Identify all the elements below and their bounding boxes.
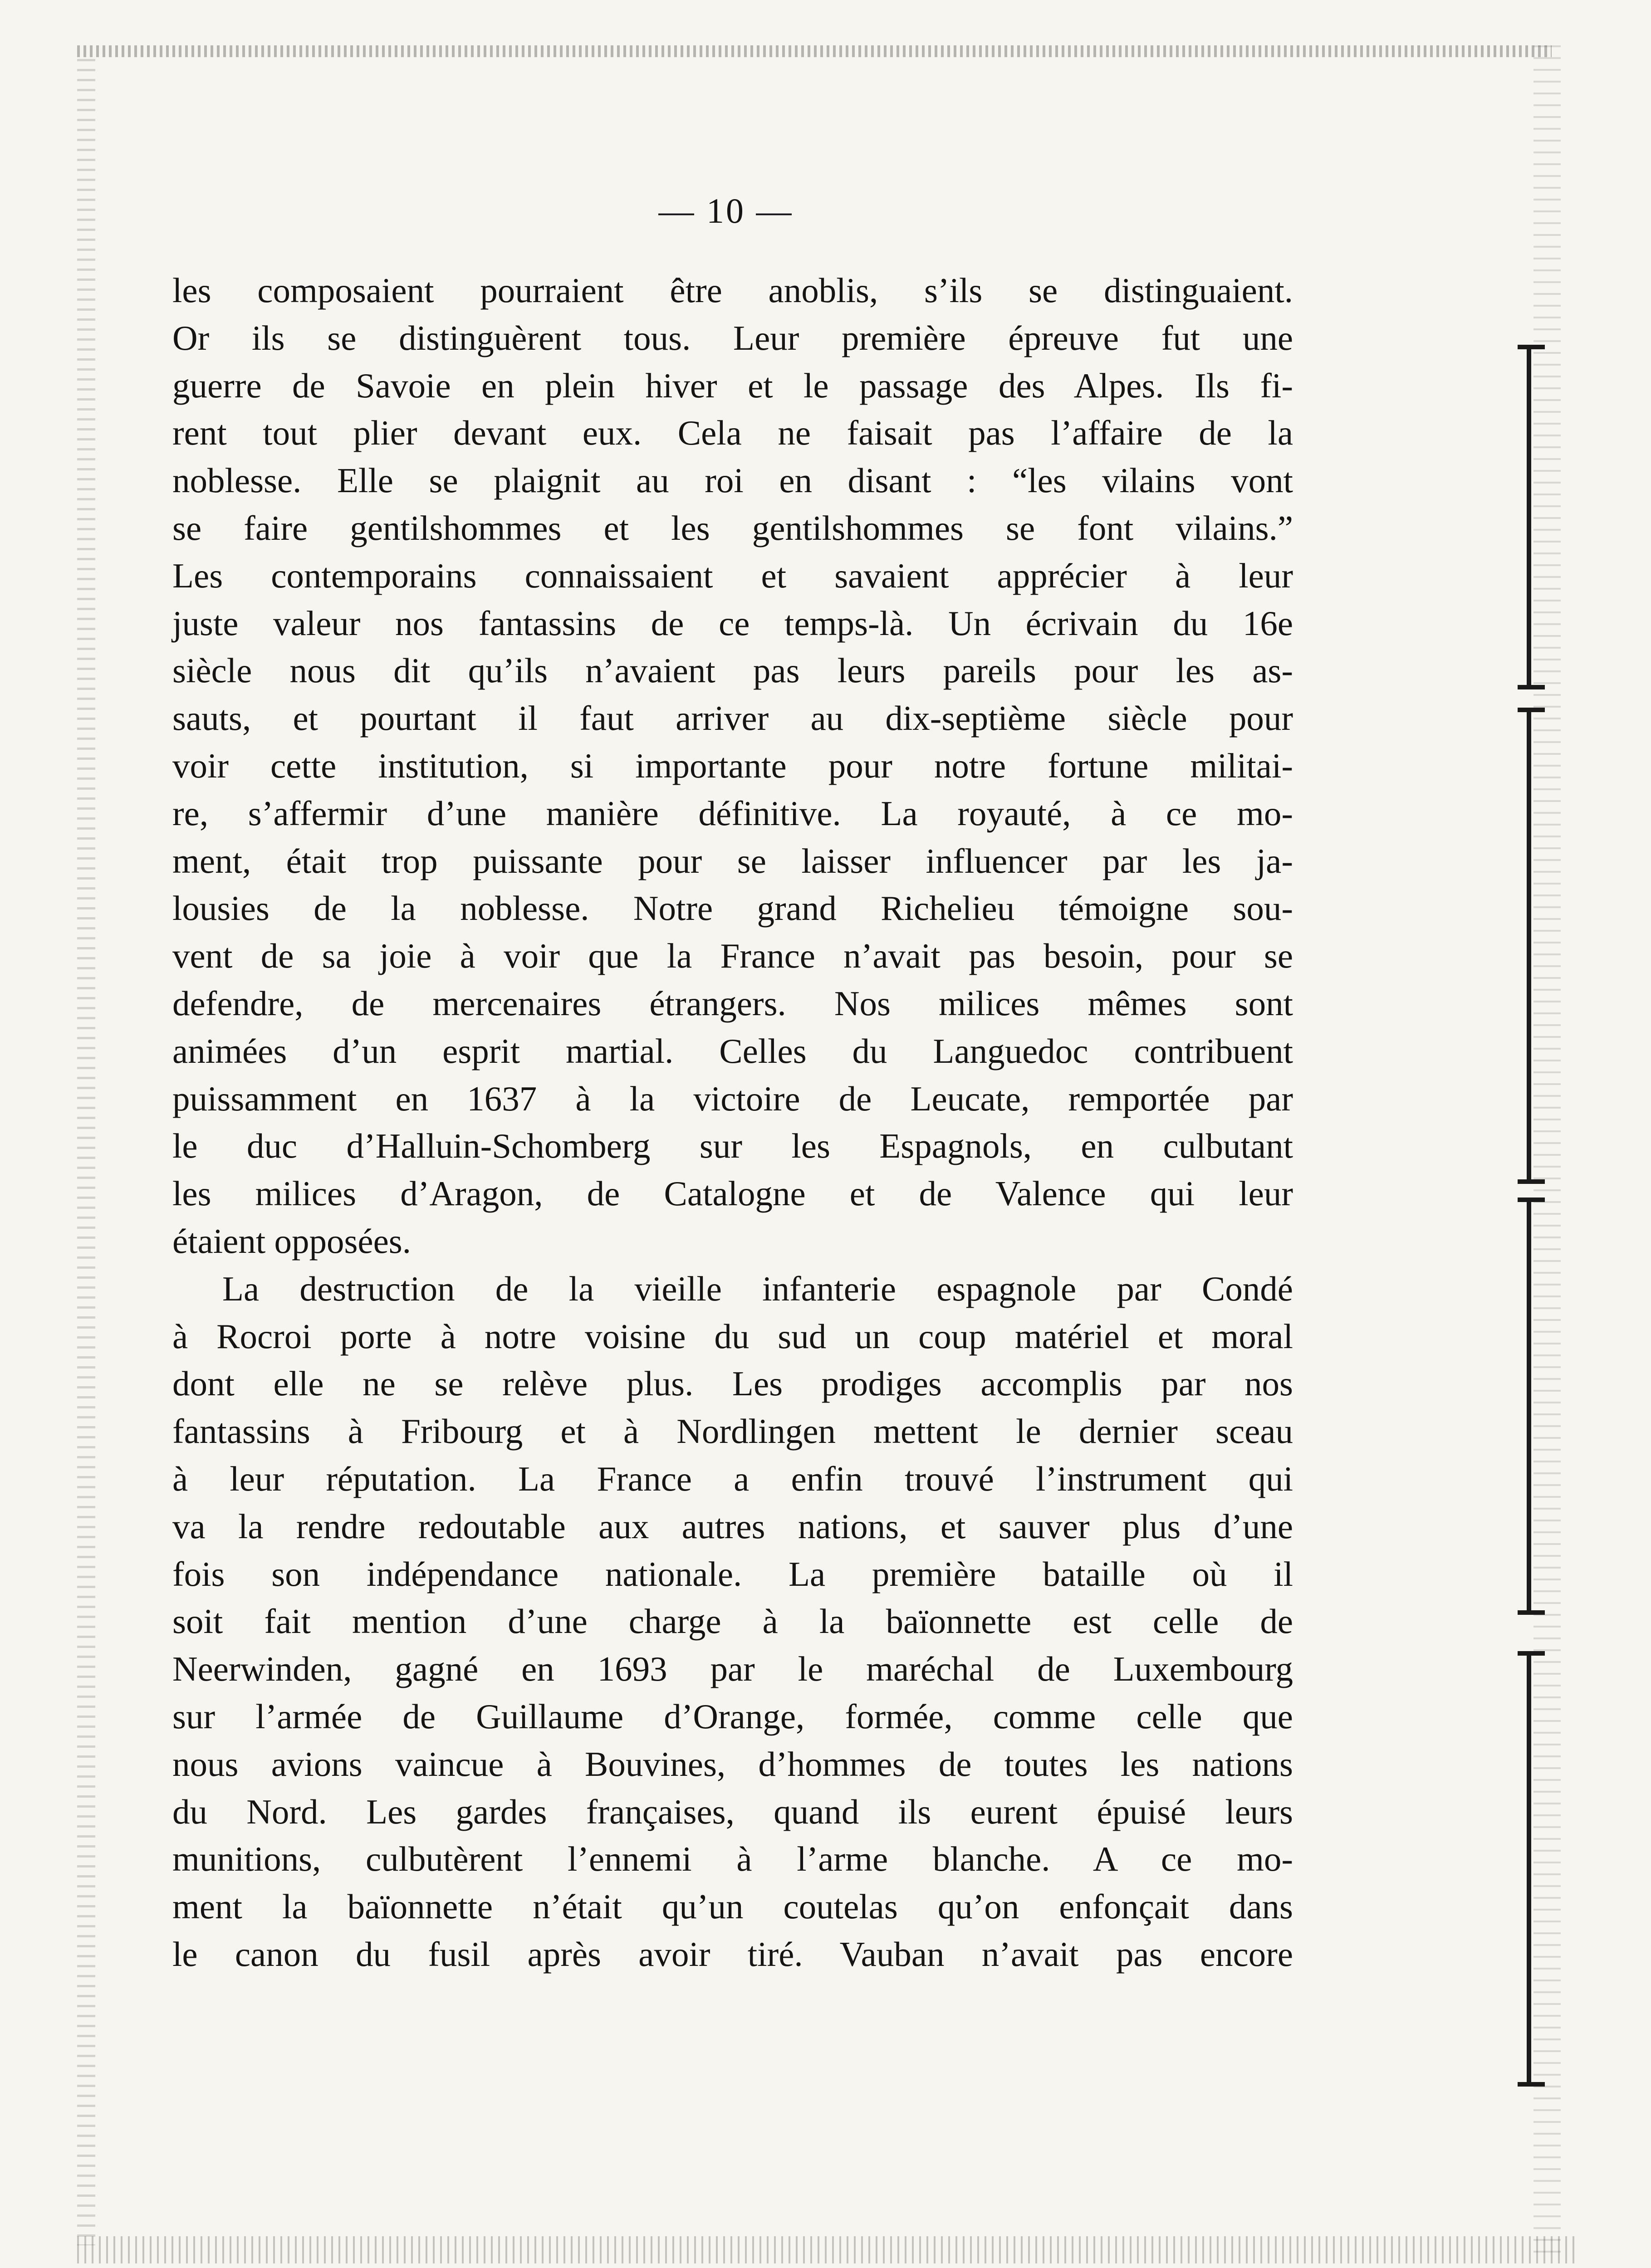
text-line: se faire gentilshommes et les gentilshommes se font vilains.” [172, 508, 1293, 547]
text-line: juste valeur nos fantassins de ce temps-là. Un écrivain du 16e [172, 603, 1293, 643]
text-line: le duc d’Halluin-Schomberg sur les Espagnols, en culbutant [172, 1126, 1293, 1166]
text-line: ment, était trop puissante pour se laisser influencer par les ja- [172, 841, 1293, 880]
margin-bracket-mark [1527, 1651, 1531, 2087]
text-line: les composaient pourraient être anoblis, s’ils se distinguaient. [172, 271, 1293, 310]
text-line: fantassins à Fribourg et à Nordlingen mettent le dernier sceau [172, 1412, 1293, 1451]
text-line: à Rocroi porte à notre voisine du sud un coup matériel et moral [172, 1316, 1293, 1356]
text-line: siècle nous dit qu’ils n’avaient pas leurs pareils pour les as- [172, 651, 1293, 690]
text-line: Neerwinden, gagné en 1693 par le maréchal de Luxembourg [172, 1649, 1293, 1689]
text-line: dont elle ne se relève plus. Les prodiges accomplis par nos [172, 1364, 1293, 1403]
scan-edge-left [77, 59, 95, 2245]
margin-bracket-mark [1527, 708, 1531, 1184]
text-line: voir cette institution, si importante pour notre fortune militai- [172, 746, 1293, 785]
text-line: fois son indépendance nationale. La première bataille où il [172, 1554, 1293, 1593]
text-line: vent de sa joie à voir que la France n’avait pas besoin, pour se [172, 936, 1293, 976]
margin-bracket-mark [1527, 1198, 1531, 1615]
text-line: rent tout plier devant eux. Cela ne faisait pas l’affaire de la [172, 413, 1293, 453]
text-line: ment la baïonnette n’était qu’un coutelas qu’on enfonçait dans [172, 1887, 1293, 1926]
text-line: sauts, et pourtant il faut arriver au dix-septième siècle pour [172, 699, 1293, 738]
text-line: munitions, culbutèrent l’ennemi à l’arme blanche. A ce mo- [172, 1839, 1293, 1879]
text-line: guerre de Savoie en plein hiver et le passage des Alpes. Ils fi- [172, 366, 1293, 405]
text-line: Or ils se distinguèrent tous. Leur première épreuve fut une [172, 318, 1293, 357]
text-line: les milices d’Aragon, de Catalogne et de Valence qui leur [172, 1174, 1293, 1213]
text-line: re, s’affermir d’une manière définitive. La royauté, à ce mo- [172, 793, 1293, 833]
text-line: nous avions vaincue à Bouvines, d’hommes de toutes les nations [172, 1744, 1293, 1784]
scan-edge-top [77, 45, 1552, 57]
scan-edge-right [1533, 45, 1561, 2259]
text-line: à leur réputation. La France a enfin trouvé l’instrument qui [172, 1459, 1293, 1498]
text-line: sur l’armée de Guillaume d’Orange, formée, comme celle que [172, 1696, 1293, 1736]
text-line: du Nord. Les gardes françaises, quand ils eurent épuisé leurs [172, 1792, 1293, 1831]
text-line: La destruction de la vieille infanterie espagnole par Condé [222, 1269, 1293, 1308]
scan-edge-bottom [77, 2236, 1574, 2263]
text-line: puissamment en 1637 à la victoire de Leucate, remportée par [172, 1079, 1293, 1118]
text-line: étaient opposées. [172, 1221, 411, 1261]
text-line: soit fait mention d’une charge à la baïonnette est celle de [172, 1602, 1293, 1641]
page-number: — 10 — [658, 191, 794, 230]
text-line: noblesse. Elle se plaignit au roi en disant : “les vilains vont [172, 461, 1293, 500]
text-line: defendre, de mercenaires étrangers. Nos milices mêmes sont [172, 983, 1293, 1023]
text-line: le canon du fusil après avoir tiré. Vauban n’avait pas encore [172, 1934, 1293, 1974]
text-line: va la rendre redoutable aux autres nations, et sauver plus d’une [172, 1506, 1293, 1546]
margin-bracket-mark [1527, 345, 1531, 689]
text-line: lousies de la noblesse. Notre grand Richelieu témoigne sou- [172, 889, 1293, 928]
text-line: Les contemporains connaissaient et savaient apprécier à leur [172, 556, 1293, 595]
body-text [172, 267, 1293, 1978]
text-line: animées d’un esprit martial. Celles du Languedoc contribuent [172, 1031, 1293, 1070]
